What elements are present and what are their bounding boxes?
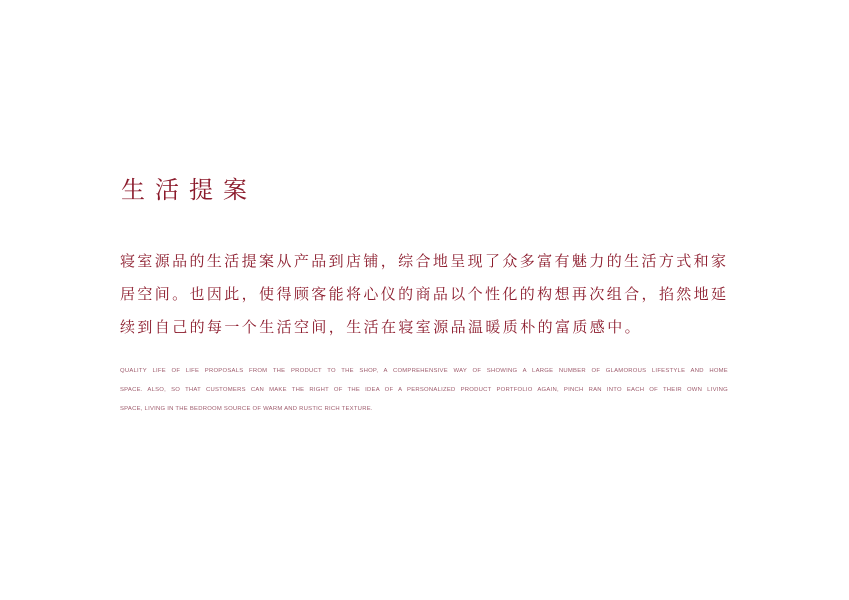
page-title: 生活提案: [121, 177, 257, 204]
english-paragraph-line-3: SPACE, LIVING IN THE BEDROOM SOURCE OF WARM AND RUSTIC RICH TEXTURE.: [120, 405, 373, 412]
english-paragraph: [120, 362, 728, 418]
chinese-paragraph: [120, 245, 728, 344]
chinese-paragraph-line-3: 续到自己的每一个生活空间，生活在寝室源品温暖质朴的富质感中。: [120, 319, 643, 336]
english-paragraph-line-1: QUALITY LIFE OF LIFE PROPOSALS FROM THE PRODUCT TO THE SHOP, A COMPREHENSIVE WAY OF SHOWING A LARGE NUMBER OF GLAMOROUS LIFESTYLE AND HOME: [120, 368, 728, 374]
chinese-paragraph-line-2: 居空间。也因此，使得顾客能将心仪的商品以个性化的构想再次组合，掐然地延: [120, 286, 728, 303]
english-paragraph-line-2: SPACE. ALSO, SO THAT CUSTOMERS CAN MAKE THE RIGHT OF THE IDEA OF A PERSONALIZED PRODUCT PORTFOLIO AGAIN, PINCH RAN INTO EACH OF THEIR OWN LIVING: [120, 386, 728, 393]
chinese-paragraph-line-1: 寝室源品的生活提案从产品到店铺，综合地呈现了众多富有魅力的生活方式和家: [120, 253, 728, 270]
